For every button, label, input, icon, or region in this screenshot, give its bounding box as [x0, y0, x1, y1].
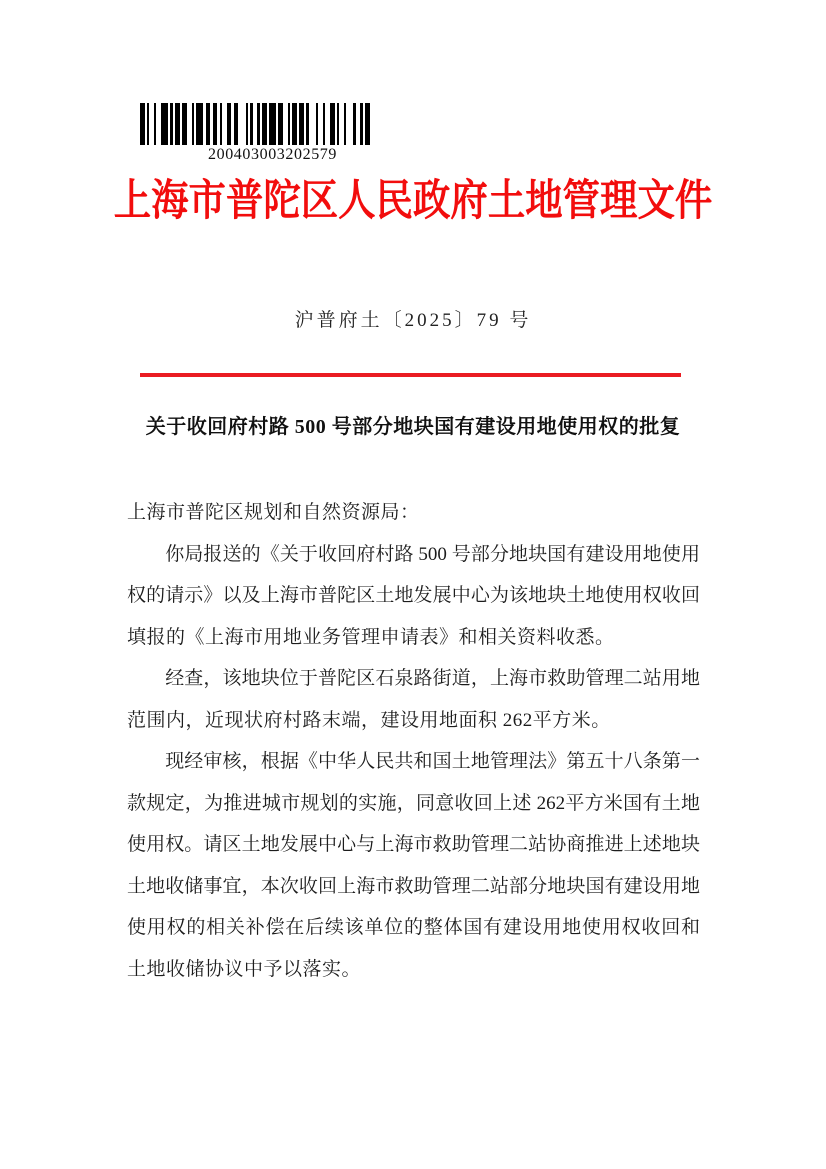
body-line: 土地收储协议中予以落实。	[127, 958, 362, 980]
body-line: 款规定，为推进城市规划的实施，同意收回上述 262平方米国有土地	[127, 792, 700, 814]
barcode-gap	[238, 103, 245, 145]
body-line: 范围内，近现状府村路末端，建设用地面积 262平方米。	[127, 709, 611, 731]
barcode-image	[140, 103, 425, 145]
barcode-bar	[269, 103, 276, 145]
body-line: 土地收储事宜，本次收回上海市救助管理二站部分地块国有建设用地	[127, 875, 700, 897]
body-line: 填报的《上海市用地业务管理申请表》和相关资料收悉。	[127, 626, 615, 648]
barcode-bar	[161, 103, 168, 145]
barcode-gap	[309, 103, 316, 145]
barcode-bar	[196, 103, 203, 145]
document-number: 沪普府土〔2025〕79 号	[294, 310, 532, 331]
body-line: 现经审核，根据《中华人民共和国土地管理法》第五十八条第一	[127, 751, 700, 772]
document-body	[127, 492, 700, 990]
masthead-title: 上海市普陀区人民政府土地管理文件	[113, 177, 713, 225]
barcode-bar	[365, 103, 370, 145]
body-line: 权的请示》以及上海市普陀区土地发展中心为该地块土地使用权收回	[127, 585, 700, 606]
subject-heading: 关于收回府村路 500 号部分地块国有建设用地使用权的批复	[145, 416, 681, 438]
masthead	[0, 170, 826, 224]
body-line: 使用权的相关补偿在后续该单位的整体国有建设用地使用权收回和	[127, 917, 700, 938]
body-line: 经查，该地块位于普陀区石泉路街道，上海市救助管理二站用地	[127, 668, 700, 689]
red-divider-rule	[140, 373, 681, 377]
barcode-number: 200403003202579	[208, 146, 337, 163]
body-line: 你局报送的《关于收回府村路 500 号部分地块国有建设用地使用	[127, 543, 700, 565]
body-line: 上海市普陀区规划和自然资源局：	[127, 502, 420, 523]
body-line: 使用权。请区土地发展中心与上海市救助管理二站协商推进上述地块	[127, 834, 700, 855]
barcode-gap	[346, 103, 353, 145]
